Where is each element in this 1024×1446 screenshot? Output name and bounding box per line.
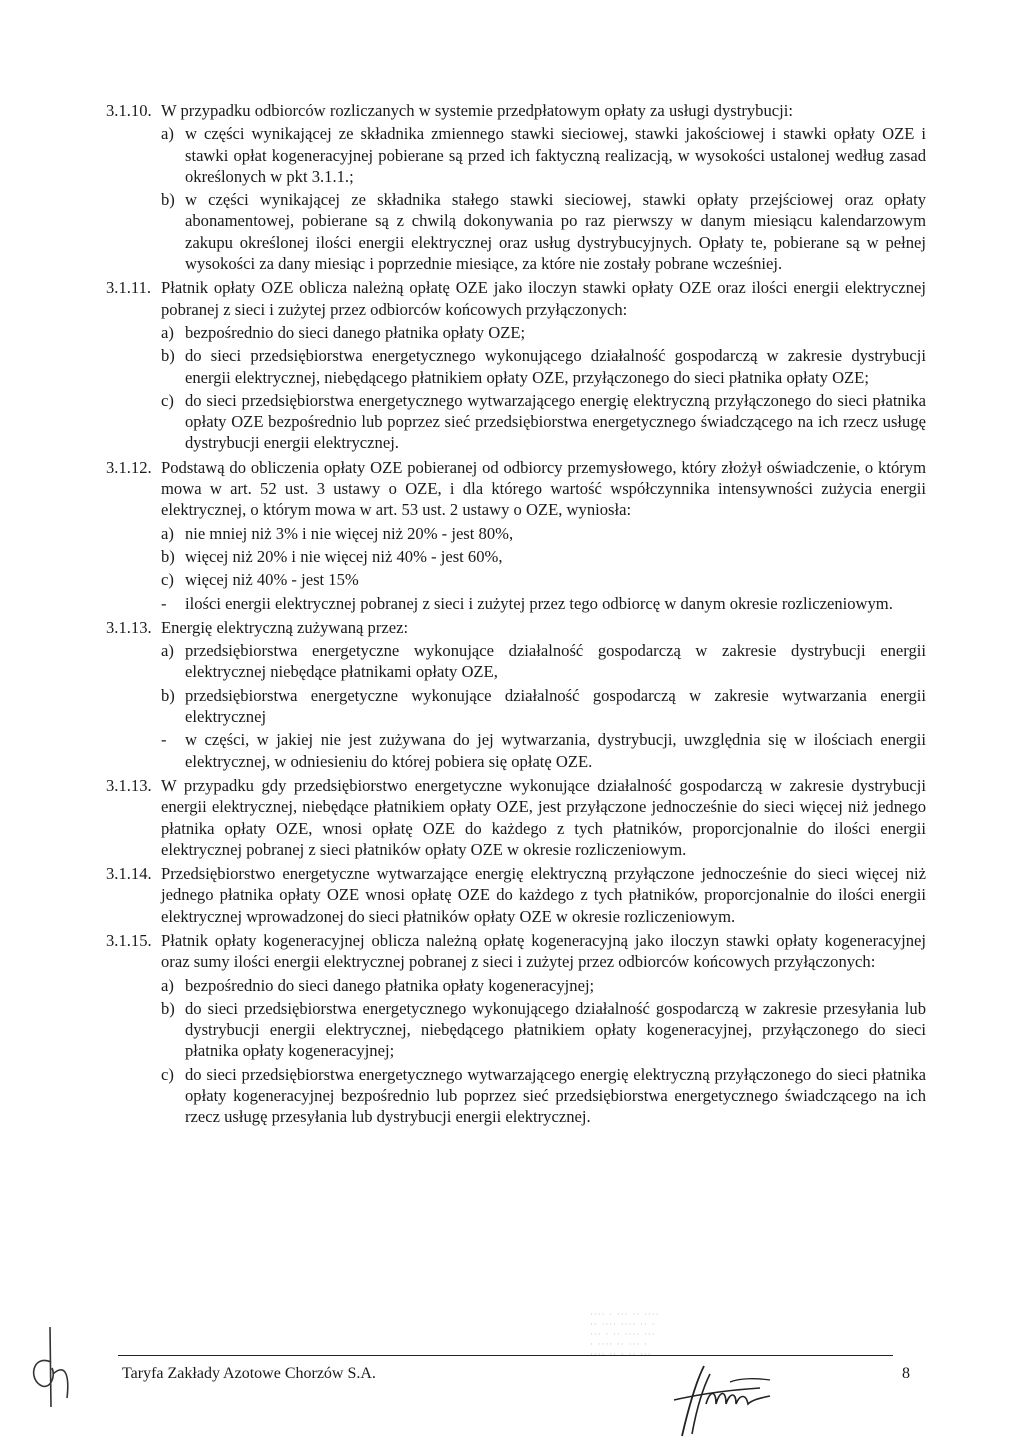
section [106, 457, 926, 614]
margin-initial-signature [20, 1322, 80, 1412]
list-marker: c) [161, 1064, 174, 1084]
list-marker: c) [161, 390, 174, 410]
list-item [161, 569, 926, 590]
footer-company: Taryfa Zakłady Azotowe Chorzów S.A. [122, 1365, 376, 1382]
section-text: W przypadku odbiorców rozliczanych w systemie przedpłatowym opłaty za usługi dystrybucji: [161, 101, 793, 120]
handwritten-signature [670, 1360, 790, 1440]
list-item-text: ilości energii elektrycznej pobranej z sieci i zużytej przez tego odbiorcę w danym okresie rozliczeniowym. [185, 593, 893, 613]
list-item [161, 729, 926, 772]
list-item [161, 998, 926, 1062]
section-number: 3.1.12. [106, 457, 152, 477]
list-item [161, 546, 926, 567]
list-marker: b) [161, 685, 175, 705]
list-item-text: przedsiębiorstwa energetyczne wykonujące działalność gospodarczą w zakresie wytwarzania energii elektrycznej [185, 685, 926, 727]
list-item-text: w części wynikającej ze składnika stałego stawki sieciowej, stawki opłaty przejściowej oraz opłaty abonamentowej, pobierane są z chwilą dokonywania po raz pierwszy w danym miesiącu kalendarzowym zakupu określonej ilości energii elektrycznej oraz usług dystrybucyjnych. Opłaty te, pobierane są w pełnej wysokości za dany miesiąc i poprzednie miesiące, za które nie zostały pobrane wcześniej. [185, 190, 926, 274]
section-number: 3.1.15. [106, 930, 152, 950]
list-item-text: więcej niż 20% i nie więcej niż 40% - jest 60%, [185, 546, 503, 566]
list-item [161, 975, 926, 996]
list-item [161, 593, 926, 614]
list-marker: a) [161, 523, 174, 543]
list-item [161, 640, 926, 683]
list-marker: c) [161, 570, 174, 590]
list-marker: a) [161, 124, 174, 144]
section-text: Energię elektryczną zużywaną przez: [161, 617, 409, 637]
section [106, 277, 926, 453]
list-item-text: do sieci przedsiębiorstwa energetycznego wykonującego działalność gospodarczą w zakresie przesyłania lub dystrybucji energii elektrycznej, niebędącego płatnikiem opłaty kogeneracyjnej, przyłączonego do sieci płatnika opłaty kogeneracyjnej; [185, 998, 926, 1061]
list-item-text: bezpośrednio do sieci danego płatnika opłaty OZE; [185, 322, 526, 342]
section [106, 100, 926, 274]
section-text: Przedsiębiorstwo energetyczne wytwarzające energię elektryczną przyłączone jednocześnie do sieci więcej niż jednego płatnika opłaty OZE wnosi opłatę OZE do każdego z tych płatników, proporcjonalnie do ilości energii elektrycznej wprowadzonej do sieci płatników opłaty OZE w okresie rozliczeniowym. [161, 864, 926, 926]
document-body [106, 100, 926, 1131]
section-text: Płatnik opłaty kogeneracyjnej oblicza należną opłatę kogeneracyjną jako iloczyn stawki opłaty kogeneracyjnej oraz sumy ilości energii elektrycznej pobranej z sieci i zużytej przez odbiorców końcowych przyłączonych: [161, 930, 926, 972]
footer-rule [118, 1355, 893, 1356]
list-item [161, 390, 926, 454]
page-number: 8 [902, 1365, 910, 1382]
list-marker: - [161, 730, 167, 750]
section [106, 930, 926, 1128]
list-item-text: w części, w jakiej nie jest zużywana do jej wytwarzania, dystrybucji, uwzględnia się w ilościach energii elektrycznej, w odniesieniu do której pobiera się opłatę OZE. [185, 730, 926, 771]
list-item [161, 189, 926, 274]
section-number: 3.1.13. [106, 775, 152, 795]
section-number: 3.1.13. [106, 617, 152, 637]
section-text: W przypadku gdy przedsiębiorstwo energetyczne wykonujące działalność gospodarczą w zakresie dystrybucji energii elektrycznej, niebędące płatnikiem opłaty OZE, jest przyłączone jednocześnie do sieci więcej niż jednego płatnika opłaty OZE, wnosi opłatę OZE do każdego z tych płatników, proporcjonalnie do ilości energii elektrycznej pobranej z sieci płatników opłaty OZE w okresie rozliczeniowym. [161, 775, 926, 859]
section [106, 775, 926, 860]
list-marker: a) [161, 641, 174, 661]
list-marker: - [161, 593, 167, 613]
list-item-text: w części wynikającej ze składnika zmiennego stawki sieciowej, stawki jakościowej i stawki opłaty OZE i stawki opłat kogeneracyjnej pobierane są przed ich faktyczną realizacją, w wysokości ustalonej według zasad określonych w pkt 3.1.1.; [185, 124, 926, 186]
list-marker: b) [161, 998, 175, 1018]
list-item [161, 685, 926, 728]
list-item-text: więcej niż 40% - jest 15% [185, 570, 359, 590]
list-item-text: bezpośrednio do sieci danego płatnika opłaty kogeneracyjnej; [185, 975, 595, 995]
list-marker: a) [161, 322, 174, 342]
section-text: Podstawą do obliczenia opłaty OZE pobieranej od odbiorcy przemysłowego, który złożył oświadczenie, o którym mowa w art. 52 ust. 3 ustawy o OZE, i dla którego wartość współczynnika intensywności zużycia energii elektrycznej, o którym mowa w art. 53 ust. 2 ustawy o OZE, wyniosła: [161, 457, 926, 520]
list-item [161, 345, 926, 388]
list-item [161, 123, 926, 187]
section [106, 863, 926, 927]
list-item [161, 1064, 926, 1128]
list-item-text: przedsiębiorstwa energetyczne wykonujące działalność gospodarczą w zakresie dystrybucji energii elektrycznej niebędące płatnikami opłaty OZE, [185, 641, 926, 682]
section [106, 617, 926, 772]
section-number: 3.1.14. [106, 864, 152, 884]
section-number: 3.1.11. [106, 278, 152, 298]
list-item-text: do sieci przedsiębiorstwa energetycznego wytwarzającego energię elektryczną przyłączonego do sieci płatnika opłaty kogeneracyjnej bezpośrednio lub poprzez sieć przedsiębiorstwa energetycznego świadczącego na ich rzecz usługę przesyłania lub dystrybucji energii elektrycznej. [185, 1064, 926, 1127]
list-item [161, 322, 926, 343]
list-item-text: do sieci przedsiębiorstwa energetycznego wytwarzającego energię elektryczną przyłączonego do sieci płatnika opłaty OZE bezpośrednio lub poprzez sieć przedsiębiorstwa energetycznego świadczącego na ich rzecz usługę dystrybucji energii elektrycznej. [185, 390, 926, 453]
section-text: Płatnik opłaty OZE oblicza należną opłatę OZE jako iloczyn stawki opłaty OZE oraz ilości energii elektrycznej pobranej z sieci i zużytej przez odbiorców końcowych przyłączonych: [161, 278, 926, 319]
list-marker: b) [161, 346, 175, 366]
list-marker: a) [161, 975, 174, 995]
list-marker: b) [161, 190, 175, 210]
list-item [161, 523, 926, 544]
faded-stamp: ···· · ··· ·· ···· ·· ···· ···· ·· · ··· · ·· ···· ··· · ···· ·· ··· · ···· ·· · ·· ··· [590, 1310, 660, 1360]
list-item-text: nie mniej niż 3% i nie więcej niż 20% - jest 80%, [185, 523, 514, 543]
section-number: 3.1.10. [106, 101, 152, 120]
list-item-text: do sieci przedsiębiorstwa energetycznego wykonującego działalność gospodarczą w zakresie dystrybucji energii elektrycznej, niebędącego płatnikiem opłaty OZE, przyłączonego do sieci płatnika opłaty OZE; [185, 346, 926, 387]
list-marker: b) [161, 546, 175, 566]
